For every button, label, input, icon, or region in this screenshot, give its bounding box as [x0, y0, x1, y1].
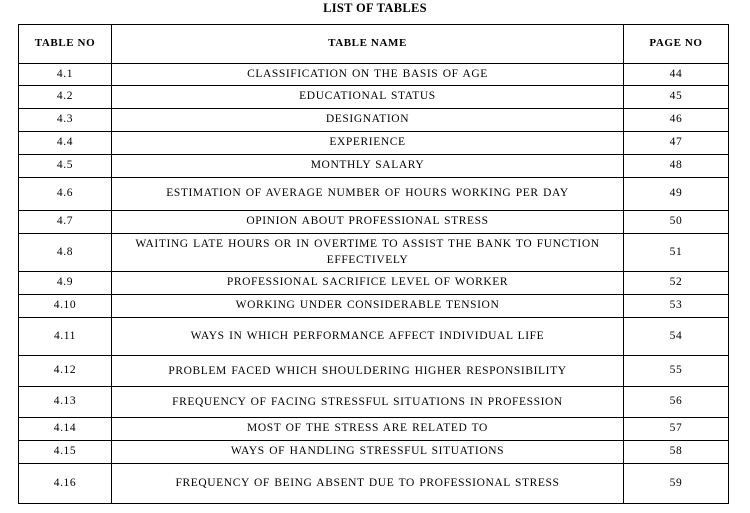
- table-row: [19, 464, 729, 504]
- row-table-name: WAYS IN WHICH PERFORMANCE AFFECT INDIVIDUAL LIFE: [112, 318, 624, 356]
- row-table-name: FREQUENCY OF FACING STRESSFUL SITUATIONS IN PROFESSION: [112, 387, 624, 418]
- table-row: [19, 318, 729, 356]
- row-page-no: 44: [624, 64, 729, 86]
- row-table-no: 4.14: [19, 418, 112, 441]
- row-table-name: WAITING LATE HOURS OR IN OVERTIME TO ASSIST THE BANK TO FUNCTION EFFECTIVELY: [112, 234, 624, 272]
- row-table-no: 4.3: [19, 109, 112, 132]
- row-table-name: EDUCATIONAL STATUS: [112, 86, 624, 109]
- row-table-name: ESTIMATION OF AVERAGE NUMBER OF HOURS WORKING PER DAY: [112, 178, 624, 211]
- row-page-no: 50: [624, 211, 729, 234]
- table-row: [19, 178, 729, 211]
- row-page-no: 56: [624, 387, 729, 418]
- row-table-no: 4.10: [19, 295, 112, 318]
- table-row: [19, 272, 729, 295]
- row-table-no: 4.6: [19, 178, 112, 211]
- row-table-name: WAYS OF HANDLING STRESSFUL SITUATIONS: [112, 441, 624, 464]
- row-table-no: 4.13: [19, 387, 112, 418]
- row-table-no: 4.16: [19, 464, 112, 504]
- row-page-no: 57: [624, 418, 729, 441]
- row-table-no: 4.8: [19, 234, 112, 272]
- row-table-name: WORKING UNDER CONSIDERABLE TENSION: [112, 295, 624, 318]
- row-page-no: 53: [624, 295, 729, 318]
- row-table-no: 4.2: [19, 86, 112, 109]
- table-row: [19, 234, 729, 272]
- row-table-no: 4.15: [19, 441, 112, 464]
- row-table-no: 4.5: [19, 155, 112, 178]
- table-row: [19, 356, 729, 387]
- table-row: [19, 86, 729, 109]
- row-page-no: 58: [624, 441, 729, 464]
- row-table-name: OPINION ABOUT PROFESSIONAL STRESS: [112, 211, 624, 234]
- row-page-no: 54: [624, 318, 729, 356]
- row-page-no: 55: [624, 356, 729, 387]
- header-page-no: PAGE NO: [624, 25, 729, 64]
- row-table-no: 4.12: [19, 356, 112, 387]
- row-page-no: 45: [624, 86, 729, 109]
- row-page-no: 51: [624, 234, 729, 272]
- row-table-name: PROBLEM FACED WHICH SHOULDERING HIGHER RESPONSIBILITY: [112, 356, 624, 387]
- page-title: LIST OF TABLES: [323, 1, 427, 15]
- row-table-no: 4.9: [19, 272, 112, 295]
- table-row: [19, 155, 729, 178]
- row-page-no: 59: [624, 464, 729, 504]
- table-row: [19, 441, 729, 464]
- row-page-no: 47: [624, 132, 729, 155]
- row-table-name: FREQUENCY OF BEING ABSENT DUE TO PROFESSIONAL STRESS: [112, 464, 624, 504]
- row-page-no: 48: [624, 155, 729, 178]
- header-table-no: TABLE NO: [19, 25, 112, 64]
- row-page-no: 52: [624, 272, 729, 295]
- table-row: [19, 295, 729, 318]
- table-row: [19, 132, 729, 155]
- table-row: [19, 64, 729, 86]
- row-table-name: MOST OF THE STRESS ARE RELATED TO: [112, 418, 624, 441]
- table-row: [19, 418, 729, 441]
- row-page-no: 46: [624, 109, 729, 132]
- header-table-name: TABLE NAME: [112, 25, 624, 64]
- row-table-name: MONTHLY SALARY: [112, 155, 624, 178]
- header-row: [19, 25, 729, 64]
- table-row: [19, 387, 729, 418]
- row-page-no: 49: [624, 178, 729, 211]
- row-table-no: 4.7: [19, 211, 112, 234]
- table-row: [19, 211, 729, 234]
- row-table-name: EXPERIENCE: [112, 132, 624, 155]
- list-of-tables: [18, 24, 729, 504]
- row-table-no: 4.4: [19, 132, 112, 155]
- row-table-no: 4.11: [19, 318, 112, 356]
- row-table-name: CLASSIFICATION ON THE BASIS OF AGE: [112, 64, 624, 86]
- row-table-name: PROFESSIONAL SACRIFICE LEVEL OF WORKER: [112, 272, 624, 295]
- table-row: [19, 109, 729, 132]
- row-table-name: DESIGNATION: [112, 109, 624, 132]
- row-table-no: 4.1: [19, 64, 112, 86]
